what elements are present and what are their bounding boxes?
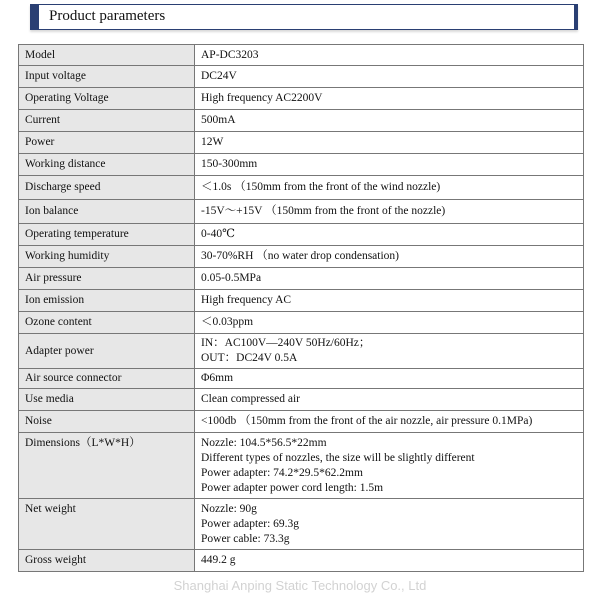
param-value — [195, 45, 584, 66]
section-header — [30, 4, 578, 30]
param-value-line: 0.05-0.5MPa — [201, 272, 262, 284]
table-row — [19, 389, 584, 411]
param-value — [195, 290, 584, 312]
param-value-line: AP-DC3203 — [201, 48, 259, 61]
param-value — [195, 224, 584, 246]
param-value — [195, 499, 584, 550]
param-value-line: -15V～+15V （150mm from the front of the nozzle) — [201, 205, 446, 217]
param-value-line: Clean compressed air — [201, 393, 300, 405]
param-value — [195, 550, 584, 572]
param-value-line: OUT：DC24V 0.5A — [201, 352, 298, 364]
param-label: Working humidity — [19, 246, 195, 268]
param-value-line: Power adapter power cord length: 1.5m — [201, 482, 384, 494]
table-row — [19, 200, 584, 224]
param-label: Adapter power — [19, 334, 195, 369]
param-label: Operating Voltage — [19, 88, 195, 110]
param-label: Current — [19, 110, 195, 132]
param-value-line: 30-70%RH （no water drop condensation) — [201, 250, 400, 262]
table-row — [19, 224, 584, 246]
table-row — [19, 369, 584, 389]
param-value — [195, 88, 584, 110]
param-value-line: ＜0.03ppm — [201, 316, 254, 328]
param-label: Discharge speed — [19, 176, 195, 200]
param-value — [195, 110, 584, 132]
param-value — [195, 200, 584, 224]
param-label: Input voltage — [19, 66, 195, 88]
param-value-line: ＜1.0s （150mm from the front of the wind nozzle) — [201, 181, 441, 193]
table-row — [19, 88, 584, 110]
param-value-line: High frequency AC2200V — [201, 92, 323, 104]
param-value-line: IN：AC100V—240V 50Hz/60Hz； — [201, 337, 371, 349]
table-row — [19, 290, 584, 312]
parameters-table — [18, 44, 584, 572]
param-value-line: 500mA — [201, 114, 236, 126]
table-row — [19, 550, 584, 572]
param-value-line: Nozzle: 90g — [201, 503, 257, 515]
table-row — [19, 268, 584, 290]
param-value-line: 449.2 g — [201, 554, 236, 566]
parameters-table-body — [19, 45, 584, 572]
header-accent-bar — [31, 5, 39, 29]
param-value-line: Different types of nozzles, the size will be slightly different — [201, 452, 475, 464]
table-row — [19, 312, 584, 334]
param-value — [195, 312, 584, 334]
table-row — [19, 154, 584, 176]
param-value — [195, 411, 584, 433]
param-value — [195, 154, 584, 176]
param-value-line: High frequency AC — [201, 294, 292, 306]
param-value — [195, 433, 584, 499]
param-value — [195, 246, 584, 268]
param-value — [195, 369, 584, 389]
param-value — [195, 334, 584, 369]
param-value-line: Power adapter: 74.2*29.5*62.2mm — [201, 467, 363, 479]
param-label: Net weight — [19, 499, 195, 550]
table-row — [19, 132, 584, 154]
param-label: Ion balance — [19, 200, 195, 224]
param-label: Operating temperature — [19, 224, 195, 246]
param-label: Noise — [19, 411, 195, 433]
table-row — [19, 499, 584, 550]
param-value-line: DC24V — [201, 70, 237, 82]
param-label: Dimensions（L*W*H） — [19, 433, 195, 499]
table-row — [19, 66, 584, 88]
table-row — [19, 45, 584, 66]
param-label: Ion emission — [19, 290, 195, 312]
param-label: Gross weight — [19, 550, 195, 572]
param-value — [195, 176, 584, 200]
param-value-line: 150-300mm — [201, 158, 258, 170]
param-value-line: <100db （150mm from the front of the air nozzle, air pressure 0.1MPa) — [201, 415, 533, 427]
param-value-line: Power cable: 73.3g — [201, 533, 290, 545]
param-label: Power — [19, 132, 195, 154]
table-row — [19, 433, 584, 499]
section-title: Product parameters — [49, 8, 166, 24]
param-label: Air source connector — [19, 369, 195, 389]
table-row — [19, 110, 584, 132]
table-row — [19, 176, 584, 200]
param-value — [195, 66, 584, 88]
table-row — [19, 334, 584, 369]
table-row — [19, 246, 584, 268]
watermark-text: Shanghai Anping Static Technology Co., Ltd — [173, 578, 427, 593]
param-value — [195, 268, 584, 290]
param-value — [195, 132, 584, 154]
param-label: Model — [19, 45, 195, 66]
table-row — [19, 411, 584, 433]
param-label: Ozone content — [19, 312, 195, 334]
param-value-line: Nozzle: 104.5*56.5*22mm — [201, 437, 327, 449]
param-value-line: Power adapter: 69.3g — [201, 518, 300, 530]
param-label: Air pressure — [19, 268, 195, 290]
param-value-line: Φ6mm — [201, 372, 234, 384]
param-label: Working distance — [19, 154, 195, 176]
param-value — [195, 389, 584, 411]
param-label: Use media — [19, 389, 195, 411]
param-value-line: 0-40℃ — [201, 228, 235, 240]
param-value-line: 12W — [201, 136, 224, 148]
